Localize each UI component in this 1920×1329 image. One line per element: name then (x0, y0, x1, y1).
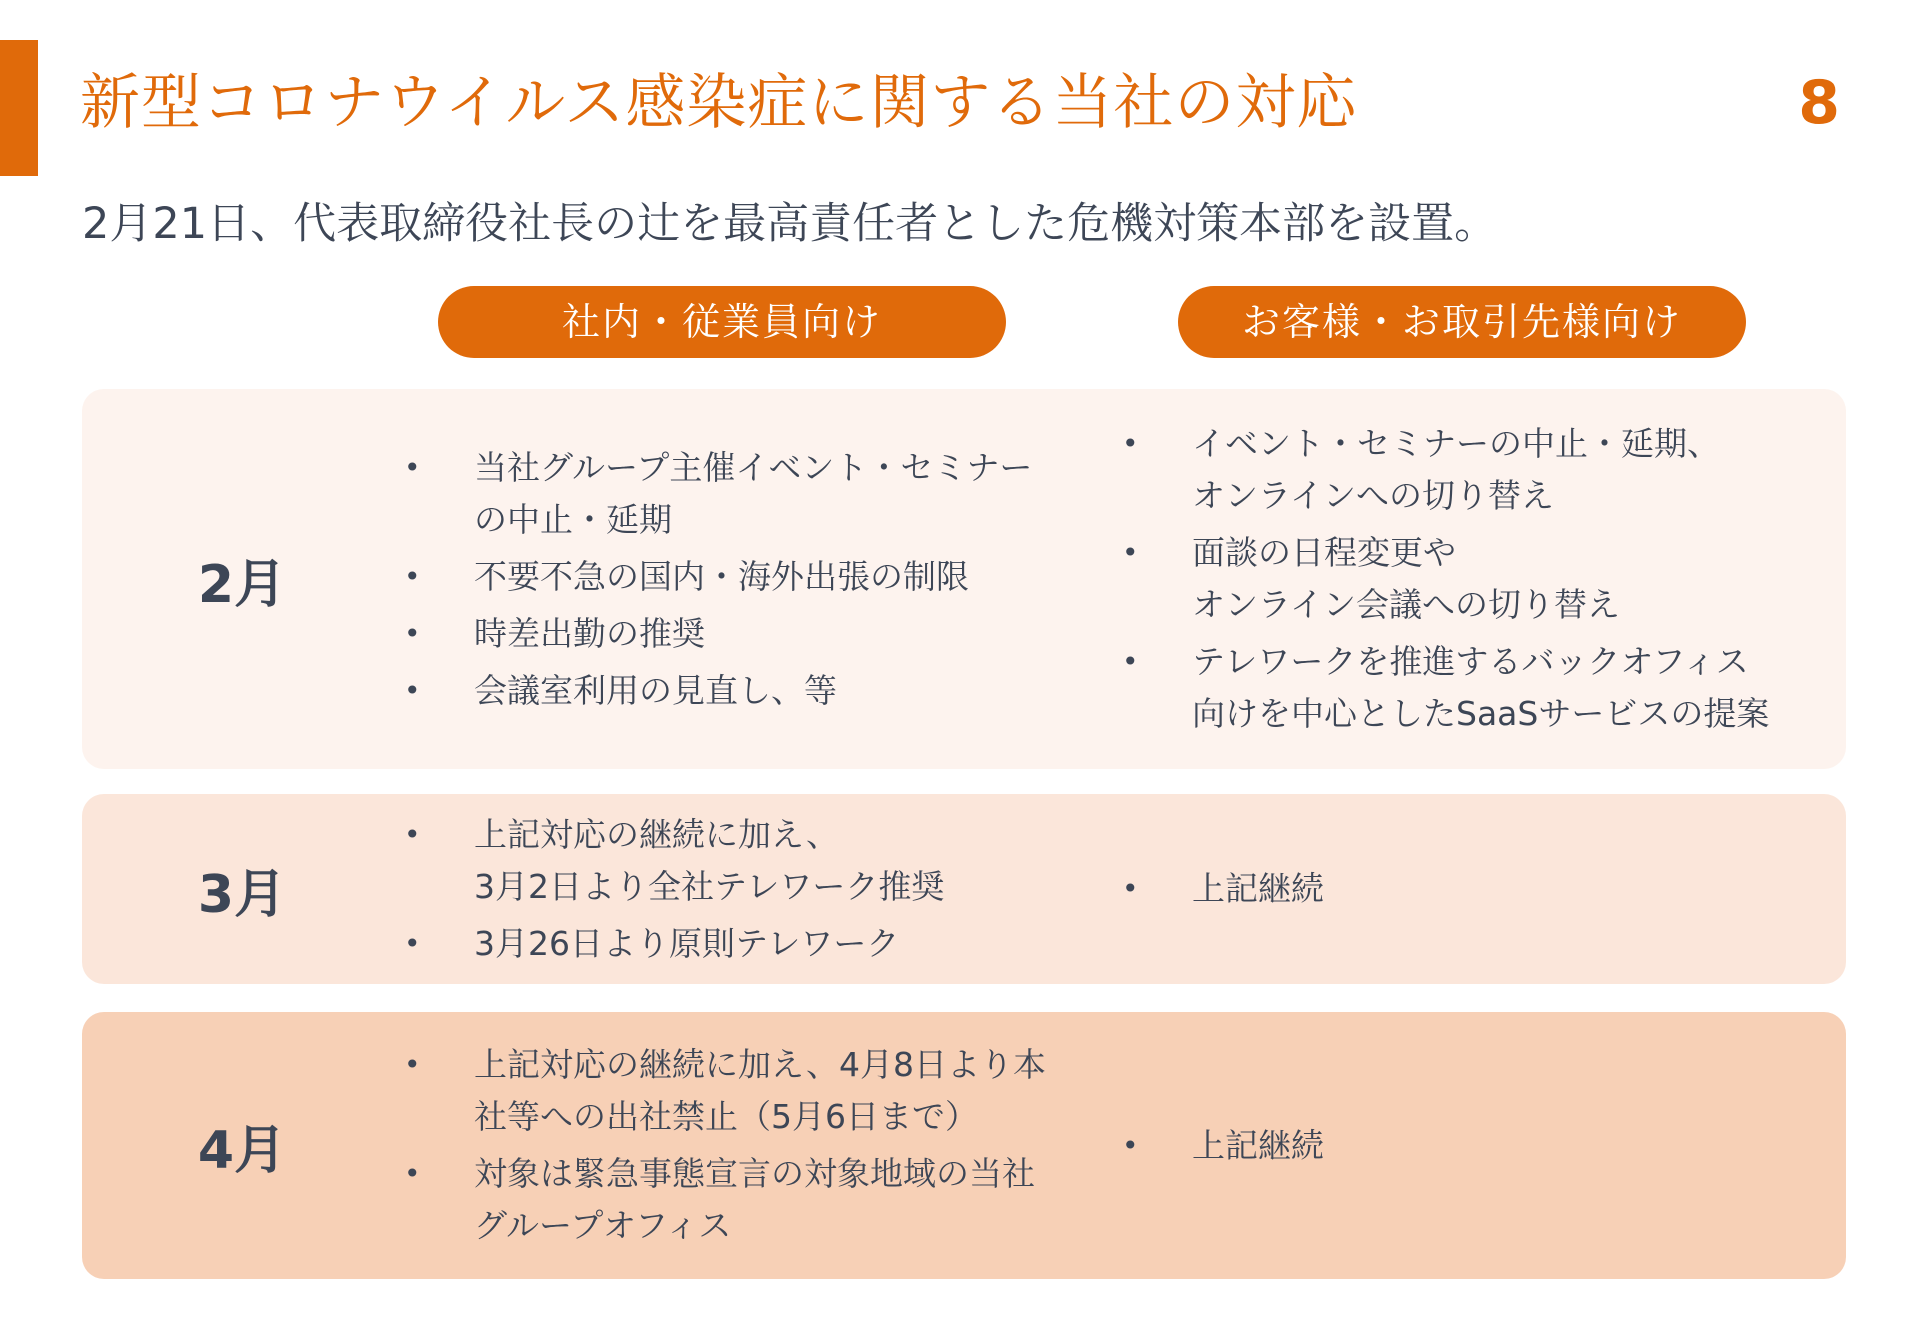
list-item: • 時差出勤の推奨 (392, 608, 1152, 660)
list-item: • 上記対応の継続に加え、 3月2日より全社テレワーク推奨 (392, 809, 1152, 913)
title-accent-bar (0, 40, 38, 176)
list-item: • 上記対応の継続に加え、4月8日より本 社等への出社禁止（5月6日まで） (392, 1039, 1152, 1143)
list-item: • 3月26日より原則テレワーク (392, 918, 1152, 970)
list-item: • 上記継続 (1110, 1120, 1830, 1172)
list-item: • 上記継続 (1110, 863, 1830, 915)
column-header-internal: 社内・従業員向け (438, 286, 1006, 358)
list-item: • 面談の日程変更や オンライン会議への切り替え (1110, 527, 1830, 631)
external-list (1110, 858, 1830, 920)
external-list (1110, 1115, 1830, 1177)
page-title: 新型コロナウイルス感染症に関する当社の対応 (80, 68, 1358, 138)
list-item: • 不要不急の国内・海外出張の制限 (392, 551, 1152, 603)
list-item: • 当社グループ主催イベント・セミナー の中止・延期 (392, 442, 1152, 546)
internal-measures (392, 794, 1152, 984)
list-item: • 対象は緊急事態宣言の対象地域の当社 グループオフィス (392, 1148, 1152, 1252)
list-item: • 会議室利用の見直し、等 (392, 665, 1152, 717)
list-item: • イベント・セミナーの中止・延期、 オンラインへの切り替え (1110, 418, 1830, 522)
month-row-april (82, 1012, 1846, 1279)
internal-measures (392, 389, 1152, 769)
page-subtitle: 2月21日、代表取締役社長の辻を最高責任者とした危機対策本部を設置。 (82, 199, 1498, 249)
list-item: • テレワークを推進するバックオフィス 向けを中心としたSaaSサービスの提案 (1110, 636, 1830, 740)
month-label: 3月 (197, 864, 287, 925)
external-measures (1110, 389, 1830, 769)
month-label: 2月 (197, 554, 287, 615)
external-list (1110, 413, 1830, 745)
page-number: 8 (1798, 68, 1840, 138)
internal-list (392, 1034, 1152, 1257)
internal-list (392, 437, 1152, 722)
month-label: 4月 (197, 1121, 287, 1181)
column-header-external: お客様・お取引先様向け (1178, 286, 1746, 358)
month-row-february (82, 389, 1846, 769)
external-measures (1110, 1012, 1830, 1279)
external-measures (1110, 794, 1830, 984)
internal-measures (392, 1012, 1152, 1279)
month-row-march (82, 794, 1846, 984)
internal-list (392, 804, 1152, 975)
